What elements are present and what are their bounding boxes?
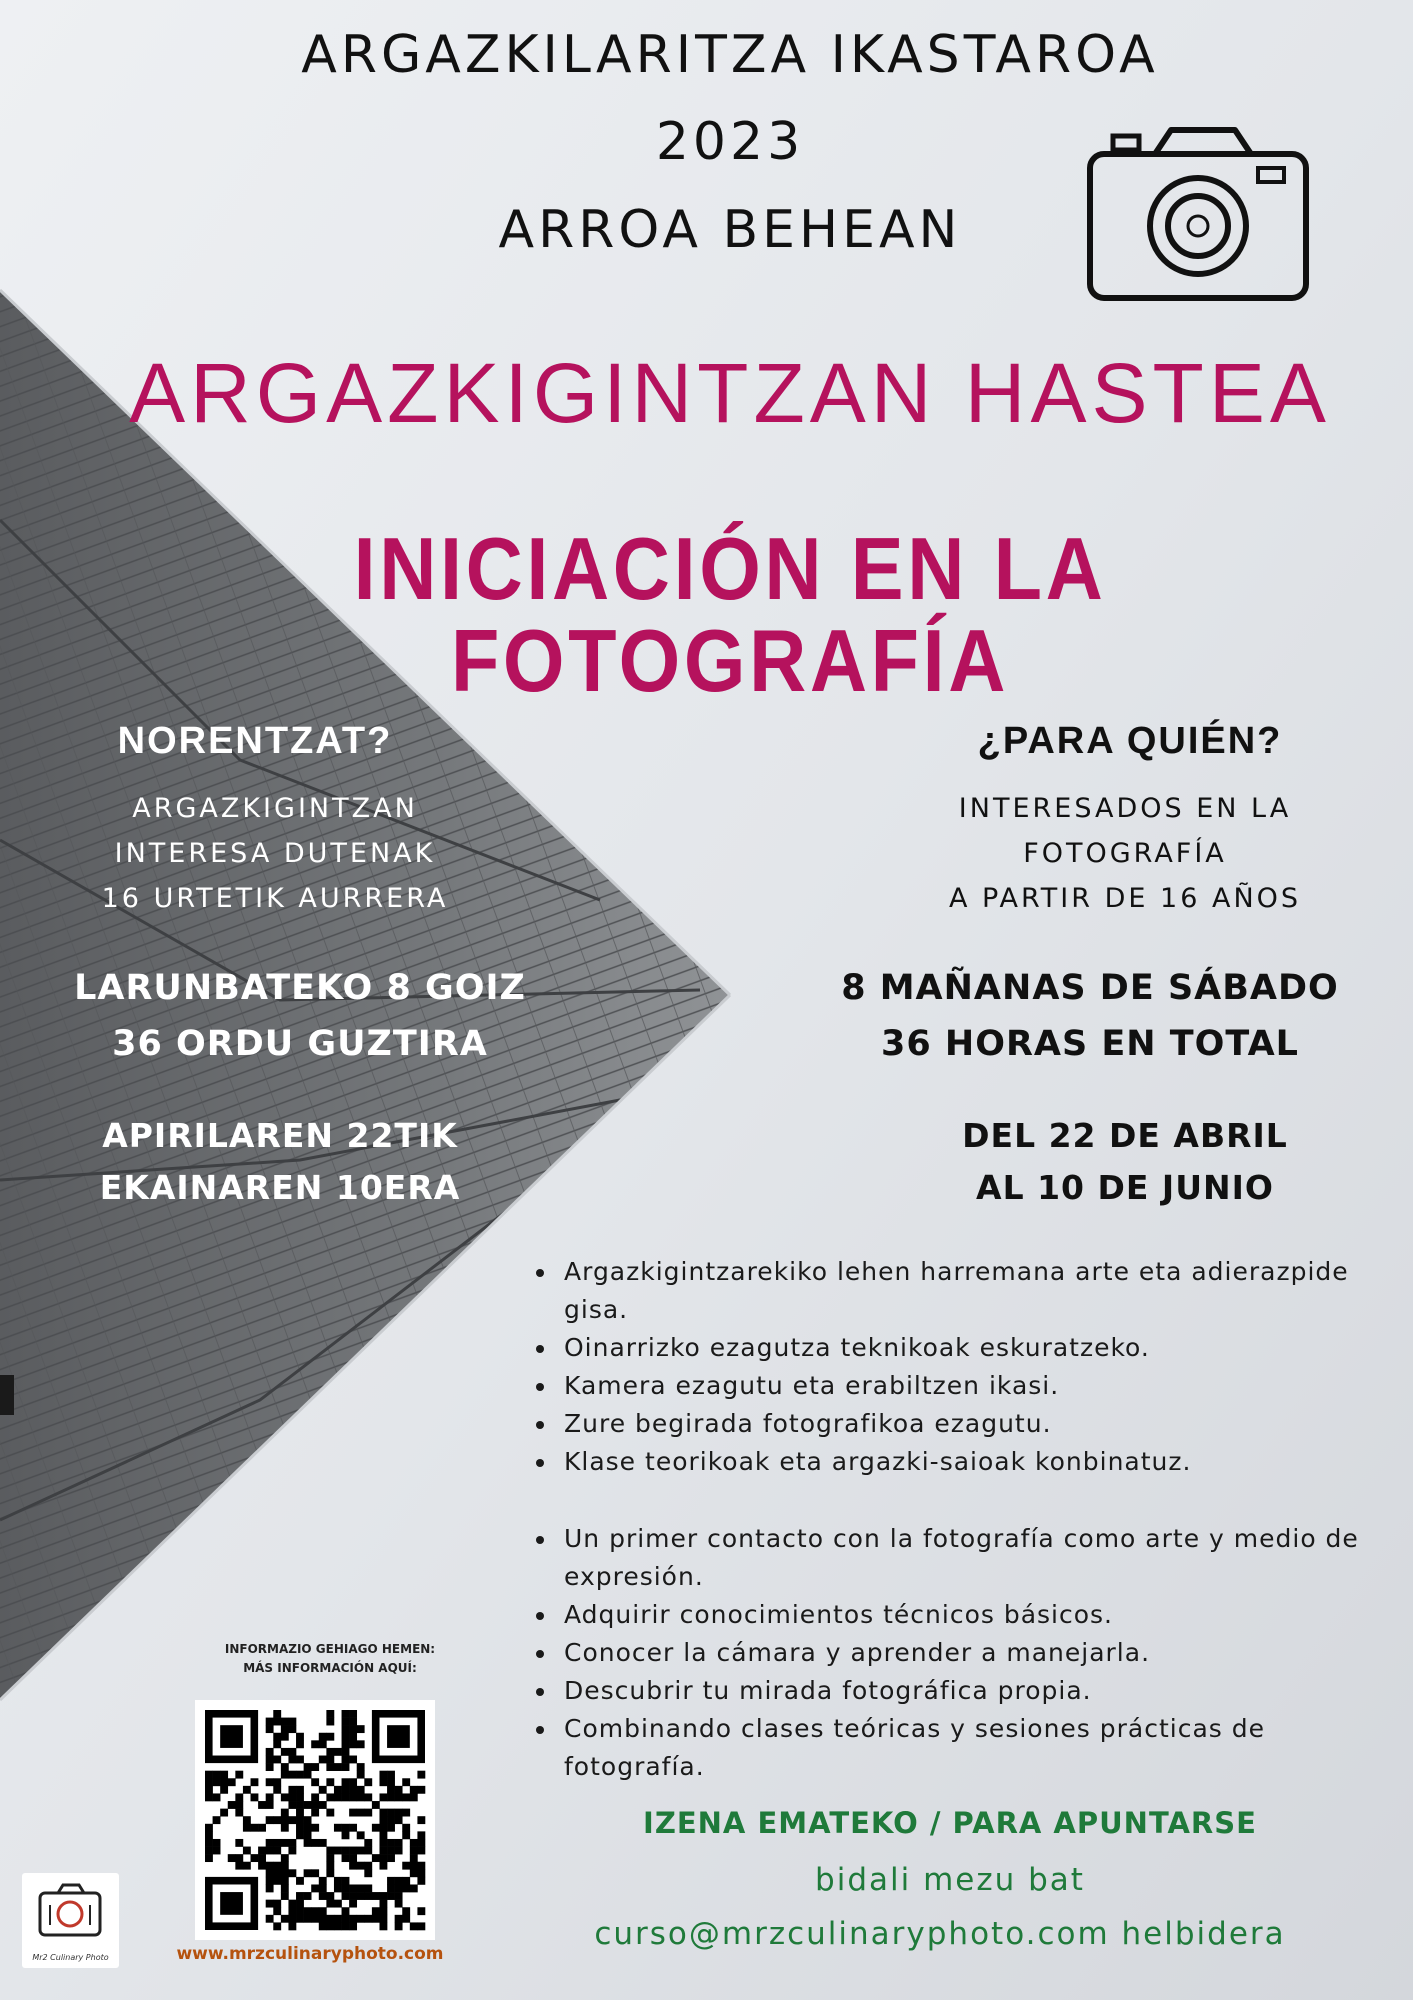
- camera-icon: [1085, 118, 1311, 304]
- audience-basque-line: INTERESA DUTENAK: [114, 838, 436, 869]
- schedule-spanish: [780, 960, 1400, 1072]
- audience-spanish-line: FOTOGRAFÍA: [1023, 838, 1227, 869]
- qr-label-basque: INFORMAZIO GEHIAGO HEMEN:: [224, 1642, 436, 1656]
- dates-spanish: [880, 1110, 1370, 1214]
- schedule-basque-line: 36 ORDU GUZTIRA: [112, 1024, 488, 1064]
- title-spanish-line-1: INICIACIÓN EN LA: [353, 519, 1107, 618]
- header-year: 2023: [655, 112, 805, 172]
- qr-code-graphic: [195, 1700, 435, 1940]
- dates-basque-line: APIRILAREN 22TIK: [102, 1116, 458, 1155]
- schedule-basque-line: LARUNBATEKO 8 GOIZ: [74, 968, 526, 1008]
- list-item: • Descubrir tu mirada fotográfica propia.: [558, 1672, 1360, 1710]
- bullets-spanish: [530, 1520, 1360, 1786]
- registration-label: IZENA EMATEKO / PARA APUNTARSE: [643, 1806, 1257, 1840]
- dates-basque-line: EKAINAREN 10ERA: [99, 1168, 461, 1207]
- qr-code[interactable]: [195, 1700, 435, 1940]
- audience-basque-line: ARGAZKIGINTZAN: [132, 793, 418, 824]
- audience-basque-line: 16 URTETIK AURRERA: [101, 883, 449, 914]
- header-line-3: ARROA BEHEAN: [498, 200, 962, 260]
- list-item: • Argazkigintzarekiko lehen harremana arte eta adierazpide gisa.: [558, 1253, 1360, 1329]
- qr-label-spanish: MÁS INFORMACIÓN AQUÍ:: [243, 1661, 417, 1675]
- logo-camera-icon: [22, 1873, 119, 1943]
- list-item: • Zure begirada fotografikoa ezagutu.: [558, 1405, 1360, 1443]
- logo-caption: Mr2 Culinary Photo: [32, 1953, 109, 1962]
- question-spanish: ¿PARA QUIÉN?: [977, 720, 1283, 762]
- schedule-spanish-line: 8 MAÑANAS DE SÁBADO: [841, 968, 1339, 1008]
- schedule-basque: [20, 960, 580, 1072]
- list-item: • Oinarrizko ezagutza teknikoak eskuratzeko.: [558, 1329, 1360, 1367]
- list-item: • Kamera ezagutu eta erabiltzen ikasi.: [558, 1367, 1360, 1405]
- audience-spanish-line: INTERESADOS EN LA: [958, 793, 1292, 824]
- dates-spanish-line: AL 10 DE JUNIO: [976, 1168, 1274, 1207]
- title-basque: ARGAZKIGINTZAN HASTEA: [129, 346, 1331, 440]
- dates-basque: [30, 1110, 530, 1214]
- bullets-basque: [530, 1253, 1360, 1481]
- registration-line-1: bidali mezu bat: [815, 1862, 1085, 1898]
- list-item: • Klase teorikoak eta argazki-saioak konbinatuz.: [558, 1443, 1360, 1481]
- list-item: • Un primer contacto con la fotografía como arte y medio de expresión.: [558, 1520, 1360, 1596]
- list-item: • Conocer la cámara y aprender a manejarla.: [558, 1634, 1360, 1672]
- dates-spanish-line: DEL 22 DE ABRIL: [962, 1116, 1288, 1155]
- audience-basque: [30, 786, 520, 921]
- schedule-spanish-line: 36 HORAS EN TOTAL: [881, 1024, 1299, 1064]
- list-item: • Adquirir conocimientos técnicos básicos.: [558, 1596, 1360, 1634]
- list-item: • Combinando clases teóricas y sesiones prácticas de fotografía.: [558, 1710, 1360, 1786]
- audience-spanish: [870, 786, 1380, 921]
- header-line-1: ARGAZKILARITZA IKASTAROA: [301, 25, 1159, 85]
- title-spanish-line-2: FOTOGRAFÍA: [450, 611, 1010, 710]
- website-link[interactable]: www.mrzculinaryphoto.com: [176, 1944, 444, 1964]
- qr-label: [180, 1640, 480, 1678]
- audience-spanish-line: A PARTIR DE 16 AÑOS: [948, 883, 1302, 914]
- registration-email[interactable]: curso@mrzculinaryphoto.com helbidera: [594, 1916, 1286, 1952]
- logo: [22, 1873, 119, 1968]
- question-basque: NORENTZAT?: [117, 720, 393, 762]
